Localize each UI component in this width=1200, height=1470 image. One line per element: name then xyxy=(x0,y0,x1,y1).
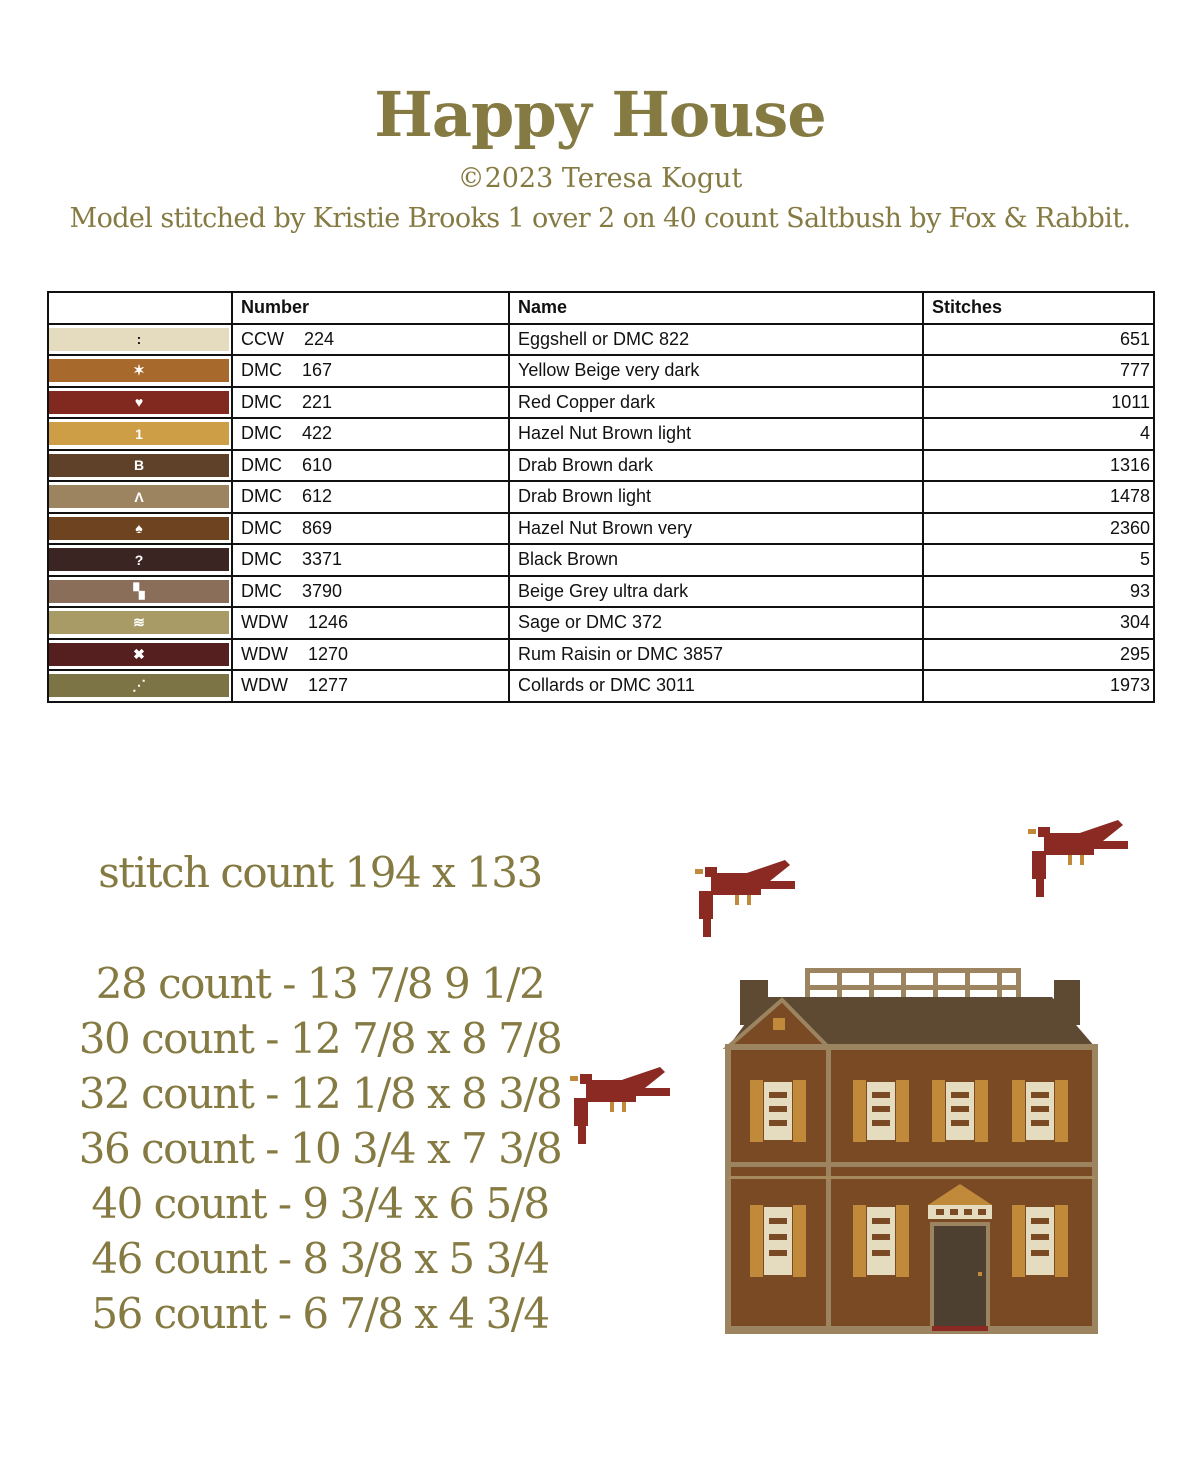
model-note: Model stitched by Kristie Brooks 1 over 2 on 40 count Saltbush by Fox & Rabbit. xyxy=(69,203,1131,234)
table-row xyxy=(48,670,1154,702)
roof-railing xyxy=(805,968,1021,998)
copyright-line: ©2023 Teresa Kogut xyxy=(457,163,743,194)
floss-name: Rum Raisin or DMC 3857 xyxy=(509,639,923,671)
floss-number: WDW 1277 xyxy=(232,670,509,702)
fabric-size-list xyxy=(60,956,580,1341)
table-header-row xyxy=(48,292,1154,324)
color-swatch-cell xyxy=(48,670,232,702)
stitch-total: 295 xyxy=(923,639,1154,671)
color-swatch-cell xyxy=(48,355,232,387)
stitch-total: 1973 xyxy=(923,670,1154,702)
table-row xyxy=(48,450,1154,482)
color-swatch: : xyxy=(49,328,229,351)
floss-number: DMC 3371 xyxy=(232,544,509,576)
bird-icon xyxy=(1028,820,1128,897)
color-swatch: B xyxy=(49,454,229,477)
floss-name: Beige Grey ultra dark xyxy=(509,576,923,608)
floss-number: DMC 422 xyxy=(232,418,509,450)
floss-name: Red Copper dark xyxy=(509,387,923,419)
floss-name: Black Brown xyxy=(509,544,923,576)
stitch-total: 1316 xyxy=(923,450,1154,482)
color-swatch: ♠ xyxy=(49,517,229,540)
color-swatch: Λ xyxy=(49,485,229,508)
stitch-total: 1011 xyxy=(923,387,1154,419)
table-row xyxy=(48,607,1154,639)
color-swatch-cell xyxy=(48,387,232,419)
header-stitches: Stitches xyxy=(923,292,1154,324)
stitch-total: 1478 xyxy=(923,481,1154,513)
floss-name: Hazel Nut Brown very xyxy=(509,513,923,545)
color-swatch-cell xyxy=(48,607,232,639)
header-symbol xyxy=(48,292,232,324)
table-row xyxy=(48,387,1154,419)
color-swatch-cell xyxy=(48,639,232,671)
house-icon xyxy=(728,968,1095,1331)
color-swatch-cell xyxy=(48,576,232,608)
color-swatch: ? xyxy=(49,548,229,571)
color-swatch-cell xyxy=(48,324,232,356)
table-row xyxy=(48,481,1154,513)
floss-number: CCW 224 xyxy=(232,324,509,356)
table-row xyxy=(48,544,1154,576)
window xyxy=(750,1205,806,1277)
floss-name: Drab Brown light xyxy=(509,481,923,513)
color-swatch: 1 xyxy=(49,422,229,445)
table-row xyxy=(48,576,1154,608)
fabric-size-item: 40 count - 9 3/4 x 6 5/8 xyxy=(91,1179,549,1228)
window xyxy=(1012,1080,1068,1142)
stitch-total: 651 xyxy=(923,324,1154,356)
table-row xyxy=(48,513,1154,545)
table-row xyxy=(48,324,1154,356)
fabric-size-item: 36 count - 10 3/4 x 7 3/8 xyxy=(78,1124,562,1173)
window xyxy=(1012,1205,1068,1277)
floss-number: DMC 612 xyxy=(232,481,509,513)
window xyxy=(750,1080,806,1142)
floss-name: Sage or DMC 372 xyxy=(509,607,923,639)
stitch-total: 93 xyxy=(923,576,1154,608)
stitch-total: 5 xyxy=(923,544,1154,576)
bird-icon xyxy=(695,860,795,937)
color-key-table xyxy=(47,291,1155,703)
stitch-total: 2360 xyxy=(923,513,1154,545)
floss-name: Hazel Nut Brown light xyxy=(509,418,923,450)
color-swatch-cell xyxy=(48,513,232,545)
floss-name: Drab Brown dark xyxy=(509,450,923,482)
color-swatch: ✶ xyxy=(49,359,229,382)
stitch-total: 304 xyxy=(923,607,1154,639)
color-swatch-cell xyxy=(48,481,232,513)
color-swatch-cell xyxy=(48,544,232,576)
fabric-size-item: 28 count - 13 7/8 9 1/2 xyxy=(95,959,545,1008)
floss-number: WDW 1246 xyxy=(232,607,509,639)
window xyxy=(853,1205,909,1277)
stitch-count: stitch count 194 x 133 xyxy=(98,848,542,897)
table-row xyxy=(48,418,1154,450)
header-name: Name xyxy=(509,292,923,324)
floss-number: DMC 610 xyxy=(232,450,509,482)
bird-icon xyxy=(570,1067,670,1144)
front-door xyxy=(928,1184,992,1331)
house-artwork xyxy=(560,800,1160,1345)
color-swatch-cell xyxy=(48,418,232,450)
fabric-size-item: 46 count - 8 3/8 x 5 3/4 xyxy=(91,1234,549,1283)
color-swatch: ⋰ xyxy=(49,674,229,697)
floss-name: Collards or DMC 3011 xyxy=(509,670,923,702)
floss-number: DMC 3790 xyxy=(232,576,509,608)
stitch-total: 4 xyxy=(923,418,1154,450)
header-number: Number xyxy=(232,292,509,324)
table-row xyxy=(48,639,1154,671)
stitch-total: 777 xyxy=(923,355,1154,387)
floss-name: Yellow Beige very dark xyxy=(509,355,923,387)
window xyxy=(853,1080,909,1142)
floss-number: WDW 1270 xyxy=(232,639,509,671)
color-swatch: ♥ xyxy=(49,391,229,414)
page-title: Happy House xyxy=(374,78,826,151)
fabric-size-item: 30 count - 12 7/8 x 8 7/8 xyxy=(78,1014,562,1063)
color-swatch: ≋ xyxy=(49,611,229,634)
window xyxy=(932,1080,988,1142)
color-swatch-cell xyxy=(48,450,232,482)
floss-name: Eggshell or DMC 822 xyxy=(509,324,923,356)
floss-number: DMC 869 xyxy=(232,513,509,545)
floss-number: DMC 167 xyxy=(232,355,509,387)
fabric-size-item: 56 count - 6 7/8 x 4 3/4 xyxy=(91,1289,549,1338)
color-swatch: ✖ xyxy=(49,643,229,666)
floss-number: DMC 221 xyxy=(232,387,509,419)
color-swatch: ▚ xyxy=(49,580,229,603)
fabric-size-item: 32 count - 12 1/8 x 8 3/8 xyxy=(78,1069,562,1118)
table-row xyxy=(48,355,1154,387)
